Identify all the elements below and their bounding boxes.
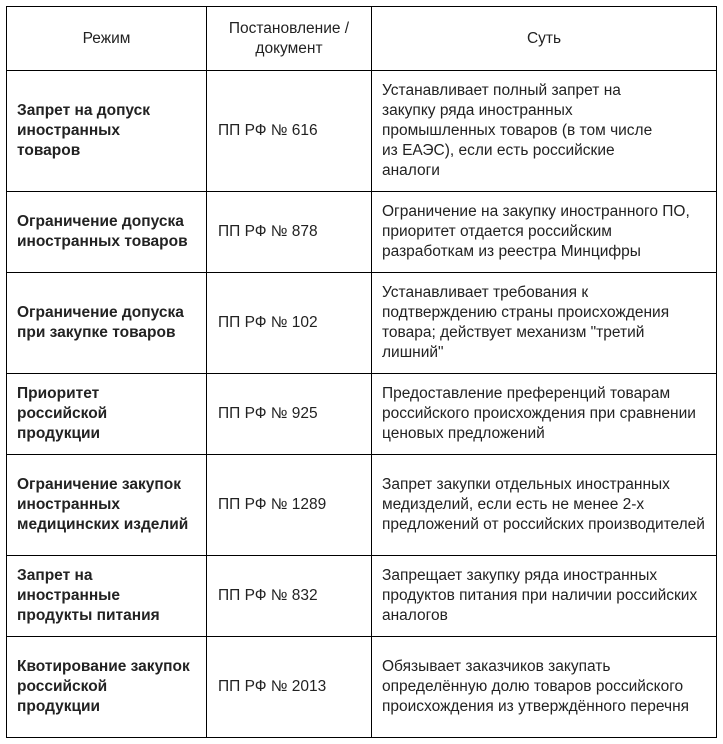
document-cell: ПП РФ № 102 [207,273,372,374]
essence-cell: Запрещает закупку ряда иностранных продуктов питания при наличии российских аналогов [372,556,717,637]
header-mode: Режим [7,7,207,71]
essence-cell: Запрет закупки отдельных иностранных медизделий, если есть не менее 2-х предложений от российских производителей [372,455,717,556]
essence-cell: Устанавливает требования к подтверждению страны происхождения товара; действует механизм "третий лишний" [372,273,717,374]
essence-cell: Устанавливает полный запрет на закупку ряда иностранных промышленных товаров (в том числе из ЕАЭС), если есть российские аналоги [372,71,717,192]
document-cell: ПП РФ № 878 [207,192,372,273]
table-row [7,192,717,273]
table-row [7,273,717,374]
table-row [7,455,717,556]
table-row [7,71,717,192]
regimes-table [6,6,717,738]
table-row [7,556,717,637]
mode-cell: Приоритет российской продукции [7,374,207,455]
table-row [7,637,717,738]
header-document: Постановление / документ [207,7,372,71]
mode-cell: Ограничение допуска при закупке товаров [7,273,207,374]
table-row [7,374,717,455]
document-cell: ПП РФ № 1289 [207,455,372,556]
document-cell: ПП РФ № 616 [207,71,372,192]
essence-cell: Обязывает заказчиков закупать определённую долю товаров российского происхождения из утверждённого перечня [372,637,717,738]
mode-cell: Ограничение допуска иностранных товаров [7,192,207,273]
document-cell: ПП РФ № 832 [207,556,372,637]
essence-cell: Предоставление преференций товарам российского происхождения при сравнении ценовых предложений [372,374,717,455]
essence-cell: Ограничение на закупку иностранного ПО, приоритет отдается российским разработкам из реестра Минцифры [372,192,717,273]
header-essence: Суть [372,7,717,71]
header-row [7,7,717,71]
mode-cell: Запрет на допуск иностранных товаров [7,71,207,192]
mode-cell: Квотирование закупок российской продукции [7,637,207,738]
document-cell: ПП РФ № 2013 [207,637,372,738]
document-cell: ПП РФ № 925 [207,374,372,455]
mode-cell: Ограничение закупок иностранных медицинских изделий [7,455,207,556]
mode-cell: Запрет на иностранные продукты питания [7,556,207,637]
